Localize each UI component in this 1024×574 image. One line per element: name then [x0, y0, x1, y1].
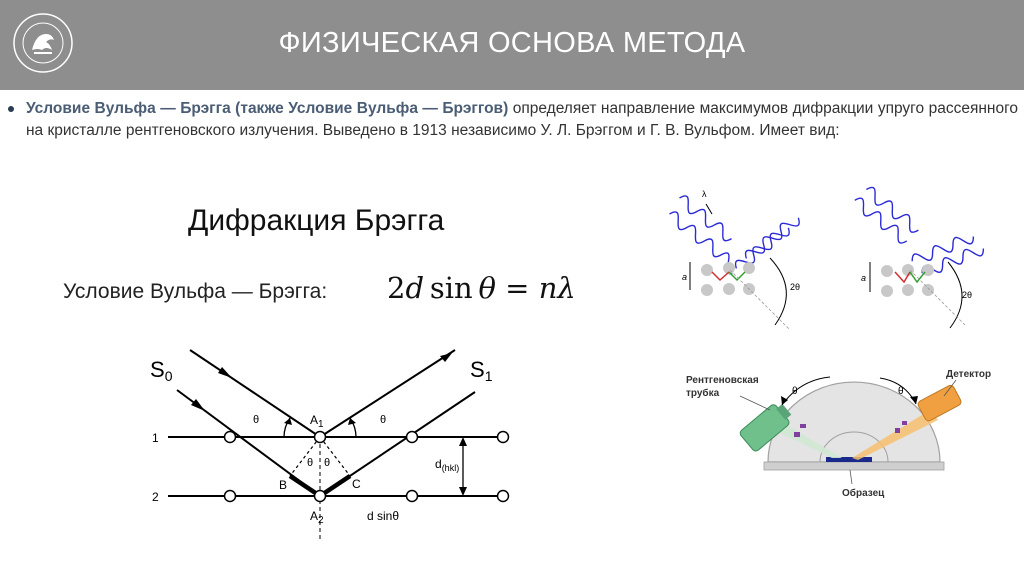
page-title: ФИЗИЧЕСКАЯ ОСНОВА МЕТОДА [278, 27, 746, 59]
label-s0: S0 [150, 357, 173, 384]
label-b: B [279, 478, 288, 492]
wave-lambda: λ [702, 189, 707, 199]
formula-equals: = [505, 271, 530, 305]
formula-n: n [538, 271, 558, 305]
label-line-2: 2 [152, 490, 159, 504]
label-theta-right: θ [380, 414, 387, 426]
diffractometer-theta-right: θ [898, 386, 904, 397]
wave-a-left: a [682, 272, 688, 282]
sample-label: Образец [842, 488, 885, 499]
formula-sin: sin [429, 271, 473, 305]
label-theta-left: θ [253, 414, 260, 426]
label-c: C [352, 477, 361, 491]
intro-rest: определяет направление максимумов дифракции упруго рассеянного на кристалле рентгеновского излучения. Выведено в 1913 независимо У. Л. Брэггом и Г. В. Вульфом. Имеет вид: [26, 100, 1019, 139]
formula-lambda: λ [557, 271, 576, 305]
wave-a-right: a [861, 273, 867, 283]
formula-coef: 2 [387, 271, 406, 305]
label-d-sin: d sinθ [367, 509, 400, 523]
detector-label: Детектор [946, 369, 992, 380]
label-line-1: 1 [152, 431, 159, 445]
tube-label: Рентгеновская трубка [686, 375, 759, 399]
diffractometer-theta-left: θ [792, 386, 798, 397]
intro-lead: Условие Вульфа — Брэгга (также Условие Вульфа — Брэггов) [26, 100, 509, 117]
bragg-condition-label: Условие Вульфа — Брэгга: [63, 280, 328, 303]
bragg-title: Дифракция Брэгга [188, 204, 445, 237]
formula-d: d [405, 271, 425, 305]
label-a1: $A_1$ [310, 413, 324, 430]
label-d-hkl: $d_{(hkl)}$ [435, 457, 460, 473]
label-s1: S1 [470, 357, 493, 384]
wave-2theta-right: 2θ [962, 290, 973, 300]
label-theta-in1: θ [307, 457, 314, 469]
label-a2: $A_2$ [310, 509, 324, 526]
wave-2theta-left: 2θ [790, 282, 801, 292]
formula-theta: θ [478, 271, 496, 305]
label-theta-in2: θ [324, 457, 331, 469]
